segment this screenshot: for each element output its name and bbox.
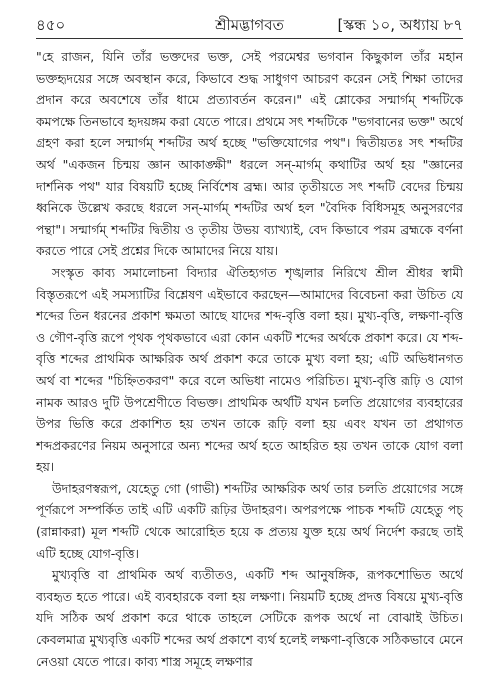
page-header: [36, 14, 463, 38]
header-rule: [36, 38, 463, 39]
running-title: শ্রীমদ্ভাগবত: [215, 16, 284, 34]
section-reference: [স্কন্ধ ১০, অধ্যায় ৮৭: [337, 16, 463, 34]
page-number: ৪৫০: [36, 16, 66, 34]
paragraph: সংস্কৃত কাব্য সমালোচনা বিদ্যার ঐতিহ্যগত শৃঙ্খলার নিরিখে শ্রীল শ্রীধর স্বামী বিস্তৃতরূপে এই সমস্যাটির বিশ্লেষণ এইভাবে করছেন—আমাদের বিবেচনা করা উচিত যে শব্দের তিন ধরনের প্রকাশ ক্ষমতা আছে যাদের শব্দ-বৃত্তি বলা হয়। মুখ্য-বৃত্তি, লক্ষণা-বৃত্তি ও গৌণ-বৃত্তি রূপে পৃথক পৃথকভাবে এরা কোন একটি শব্দের অর্থকে প্রকাশ করে। যে শব্দ-বৃত্তি শব্দের প্রাথমিক আক্ষরিক অর্থ প্রকাশ করে তাকে মুখ্য বলা হয়; এটি অভিধানগত অর্থ বা শব্দের "চিহ্নিতকরণ" করে বলে অভিধা নামেও পরিচিত। মুখ্য-বৃত্তি রূঢ়ি ও যোগ নামক আরও দুটি উপশ্রেণীতে বিভক্ত। প্রাথমিক অর্থটি যখন চলতি প্রয়োগের ব্যবহারের উপর ভিত্তি করে প্রকাশিত হয় তখন তাকে রূঢ়ি বলা হয় এবং যখন তা প্রথাগত শব্দপ্রকরণের নিয়ম অনুসারে অন্য শব্দের অর্থ হতে আহরিত হয় তখন তাকে যোগ বলা হয়।: [36, 264, 463, 475]
paragraph: মুখ্যবৃত্তি বা প্রাথমিক অর্থ ব্যতীতও, একটি শব্দ আনুষঙ্গিক, রূপকশোভিত অর্থে ব্যবহৃত হতে পারে। এই ব্যবহারকে বলা হয় লক্ষণা। নিয়মটি হচ্ছে প্রদত্ত বিষয়ে মুখ্য-বৃত্তি যদি সঠিক অর্থ প্রকাশ করে থাকে তাহলে সেটিকে রূপক অর্থে না বোঝাই উচিত। কেবলমাত্র মুখ্যবৃত্তি একটি শব্দের অর্থ প্রকাশে ব্যর্থ হলেই লক্ষণা-বৃত্তিকে সঠিকভাবে মেনে নেওয়া যেতে পারে। কাব্য শাস্ত্র সমূহে লক্ষণার: [36, 567, 463, 669]
paragraph: "হে রাজন, যিনি তাঁর ভক্তদের ভক্ত, সেই পরমেশ্বর ভগবান কিছুকাল তাঁর মহান ভক্তহৃদয়ের সঙ্গে অবস্থান করে, কিভাবে শুদ্ধ সাধুগণ আচরণ করেন সেই শিক্ষা তাদের প্রদান করে অবশেষে তাঁর ধামে প্রত্যাবর্তন করেন।" এই শ্লোকের সন্মার্গম্ শব্দটিকে কমপক্ষে তিনভাবে হৃদয়ঙ্গম করা যেতে পারে। প্রথমে সৎ শব্দটিকে "ভগবানের ভক্ত" অর্থে গ্রহণ করা হলে সন্মার্গম্ শব্দটির অর্থ হচ্ছে "ভক্তিযোগের পথ"। দ্বিতীয়তঃ সৎ শব্দটির অর্থ "একজন চিন্ময় জ্ঞান আকাঙ্ক্ষী" ধরলে সন্-মার্গম্ কথাটির অর্থ হয় "জ্ঞানের দার্শনিক পথ" যার বিষয়টি হচ্ছে নির্বিশেষ ব্রহ্ম। আর তৃতীয়তে সৎ শব্দটি বেদের চিন্ময় ধ্বনিকে উল্লেখ করছে ধরলে সন্-মার্গম্ শব্দটির অর্থ হল "বৈদিক বিধিসমূহ অনুসরণের পন্থা"। সন্মার্গম্ শব্দটির দ্বিতীয় ও তৃতীয় উভয় ব্যাখ্যাই, বেদ কিভাবে পরম ব্রহ্মকে বর্ণনা করতে পারে সেই প্রশ্নের দিকে আমাদের নিয়ে যায়।: [36, 49, 463, 259]
paragraph: উদাহরণস্বরূপ, যেহেতু গো (গাভী) শব্দটির আক্ষরিক অর্থ তার চলতি প্রয়োগের সঙ্গে পূর্ণরূপে সম্পর্কিত তাই এটি একটি রূঢ়ির উদাহরণ। অপরপক্ষে পাচক শব্দটি যেহেতু পচ্ (রান্নাকরা) মূল শব্দটি থেকে আরোহিত হয়ে ক প্রত্যয় যুক্ত হয়ে অর্থ নির্দেশ করছে তাই এটি হচ্ছে যোগ-বৃত্তি।: [36, 480, 463, 561]
body-text: [36, 46, 463, 681]
